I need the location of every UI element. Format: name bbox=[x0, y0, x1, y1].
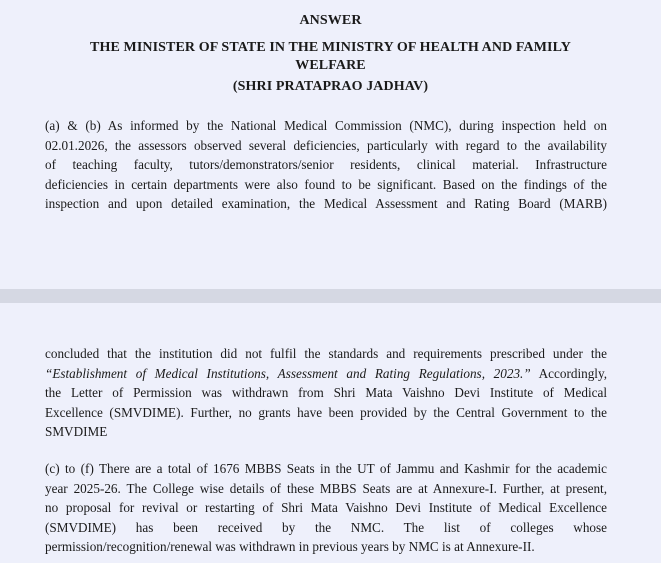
answer-heading: ANSWER bbox=[299, 13, 362, 28]
paragraph-line: no proposal for revival or restarting of Shri Mata Vaishno Devi Institute of Medical Excellence bbox=[45, 500, 607, 515]
paragraph-line: concluded that the institution did not fulfil the standards and requirements prescribed under the bbox=[45, 346, 607, 361]
paragraph-line bbox=[45, 364, 607, 384]
paragraph-c-f bbox=[45, 459, 607, 557]
paragraph-line: SMVDIME bbox=[45, 424, 108, 439]
page-break-divider bbox=[0, 289, 661, 303]
paragraph-line: of teaching faculty, tutors/demonstrators/senior residents, clinical material. Infrastructure bbox=[45, 157, 607, 172]
paragraph-a-b bbox=[45, 116, 607, 214]
paragraph-line: (SMVDIME) has been received by the NMC. The list of colleges whose bbox=[45, 519, 607, 535]
speaker-name: (SHRI PRATAPRAO JADHAV) bbox=[232, 79, 429, 94]
paragraph-line: (a) & (b) As informed by the National Medical Commission (NMC), during inspection held on bbox=[45, 118, 607, 133]
paragraph-line: deficiencies in certain departments were also found to be significant. Based on the findings of the bbox=[45, 176, 607, 192]
paragraph-text: Accordingly, bbox=[530, 365, 607, 381]
paragraph-line: permission/recognition/renewal was withdrawn in previous years by NMC is at Annexure-II. bbox=[45, 539, 535, 554]
paragraph-line: Excellence (SMVDIME). Further, no grants have been provided by the Central Government to the bbox=[45, 404, 607, 420]
minister-title-line1: THE MINISTER OF STATE IN THE MINISTRY OF HEALTH AND FAMILY bbox=[90, 40, 571, 55]
minister-title-line2: WELFARE bbox=[295, 58, 366, 73]
regulation-title: “Establishment of Medical Institutions, Assessment and Rating Regulations, 2023.” bbox=[45, 365, 531, 381]
paragraph-line: 02.01.2026, the assessors observed several deficiencies, particularly with regard to the availability bbox=[45, 137, 607, 153]
paragraph-line: the Letter of Permission was withdrawn from Shri Mata Vaishno Devi Institute of Medical bbox=[45, 385, 607, 400]
paragraph-line: (c) to (f) There are a total of 1676 MBBS Seats in the UT of Jammu and Kashmir for the academic bbox=[45, 461, 607, 476]
paragraph-line: year 2025-26. The College wise details of these MBBS Seats are at Annexure-I. Further, at present, bbox=[45, 480, 607, 496]
paragraph-line: inspection and upon detailed examination, the Medical Assessment and Rating Board (MARB) bbox=[45, 196, 607, 211]
paragraph-continuation bbox=[45, 344, 607, 442]
